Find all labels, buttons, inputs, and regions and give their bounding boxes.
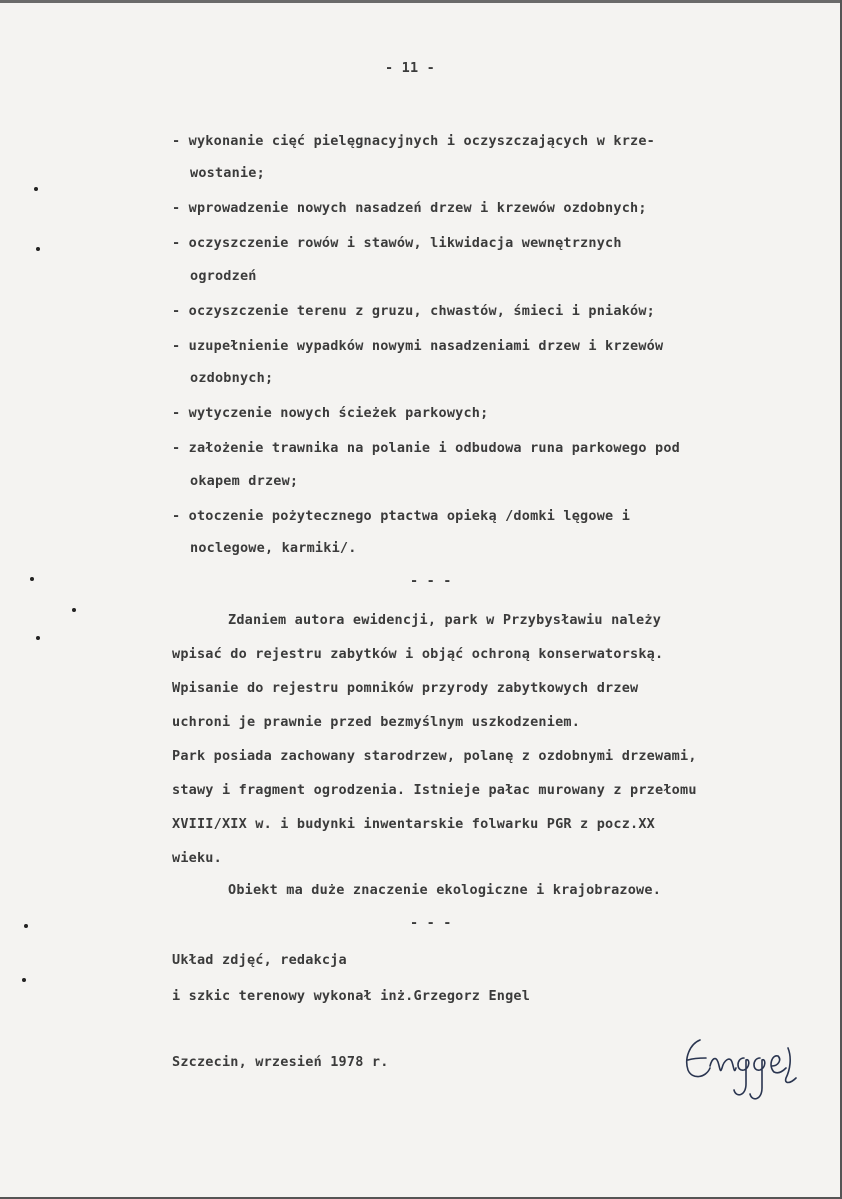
- list-item: okapem drzew;: [190, 473, 299, 489]
- paragraph-line: Zdaniem autora ewidencji, park w Przybysławiu należy: [228, 612, 662, 628]
- paragraph-line: uchroni je prawnie przed bezmyślnym uszkodzeniem.: [172, 714, 581, 730]
- margin-mark: [36, 636, 40, 640]
- list-item: - wytyczenie nowych ścieżek parkowych;: [172, 405, 489, 421]
- paragraph-line: wieku.: [172, 850, 222, 866]
- list-item: - otoczenie pożytecznego ptactwa opieką /domki lęgowe i: [172, 508, 631, 524]
- separator: - - -: [410, 573, 452, 589]
- margin-mark: [72, 608, 76, 612]
- margin-mark: [24, 924, 28, 928]
- list-item: - oczyszczenie terenu z gruzu, chwastów, śmieci i pniaków;: [172, 303, 656, 319]
- closing-line: Obiekt ma duże znaczenie ekologiczne i krajobrazowe.: [228, 882, 662, 898]
- paragraph-line: stawy i fragment ogrodzenia. Istnieje pałac murowany z przełomu: [172, 782, 697, 798]
- list-item: ogrodzeń: [190, 268, 257, 284]
- list-item: - wprowadzenie nowych nasadzeń drzew i krzewów ozdobnych;: [172, 200, 647, 216]
- paragraph-line: XVIII/XIX w. i budynki inwentarskie folwarku PGR z pocz.XX: [172, 816, 656, 832]
- list-item: - założenie trawnika na polanie i odbudowa runa parkowego pod: [172, 440, 680, 456]
- list-item: - uzupełnienie wypadków nowymi nasadzeniami drzew i krzewów: [172, 338, 664, 354]
- list-item: - wykonanie cięć pielęgnacyjnych i oczyszczających w krze-: [172, 133, 656, 149]
- margin-mark: [34, 187, 38, 191]
- list-item: - oczyszczenie rowów i stawów, likwidacja wewnętrznych: [172, 235, 622, 251]
- margin-mark: [30, 577, 34, 581]
- handwritten-signature: [676, 1022, 806, 1107]
- list-item: noclegowe, karmiki/.: [190, 540, 357, 556]
- margin-mark: [36, 247, 40, 251]
- paragraph-line: Wpisanie do rejestru pomników przyrody zabytkowych drzew: [172, 680, 639, 696]
- page-number: - 11 -: [385, 60, 435, 76]
- place-date: Szczecin, wrzesień 1978 r.: [172, 1054, 389, 1070]
- credits-line: i szkic terenowy wykonał inż.Grzegorz Engel: [172, 988, 531, 1004]
- separator: - - -: [410, 915, 452, 931]
- margin-mark: [22, 978, 26, 982]
- paragraph-line: wpisać do rejestru zabytków i objąć ochroną konserwatorską.: [172, 646, 664, 662]
- list-item: ozdobnych;: [190, 370, 274, 386]
- top-edge: [0, 0, 840, 3]
- list-item: wostanie;: [190, 165, 265, 181]
- paragraph-line: Park posiada zachowany starodrzew, polanę z ozdobnymi drzewami,: [172, 748, 697, 764]
- credits-line: Układ zdjęć, redakcja: [172, 952, 347, 968]
